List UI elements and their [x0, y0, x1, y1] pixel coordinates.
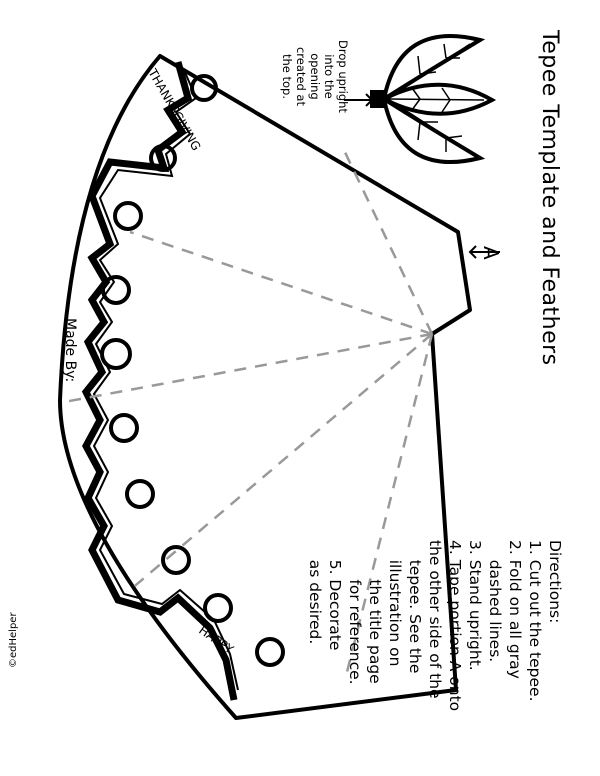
- drop-note: [280, 40, 350, 113]
- direction-line: 2. Fold on all gray: [506, 540, 524, 679]
- band-label-bottom: HAPPY: [196, 622, 237, 657]
- drop-note-line: Drop upright: [336, 40, 350, 113]
- direction-line: 1. Cut out the tepee.: [526, 540, 544, 702]
- drop-note-line: opening: [308, 53, 322, 100]
- direction-line: 4. Tape portion A onto: [446, 540, 464, 712]
- band-label-top: THANKSGIVING: [145, 66, 204, 154]
- label-a: A: [479, 246, 503, 260]
- drop-note-line: the top.: [280, 53, 294, 99]
- direction-line: 3. Stand upright.: [466, 540, 484, 671]
- direction-line: for reference.: [346, 540, 364, 685]
- drop-note-line: into the: [322, 54, 336, 99]
- direction-line: as desired.: [306, 540, 324, 645]
- drop-note-line: created at: [294, 46, 308, 106]
- direction-line: 5. Decorate: [326, 540, 344, 651]
- direction-line: illustration on: [386, 540, 404, 667]
- directions-heading: Directions:: [546, 540, 564, 624]
- direction-line: the other side of the: [426, 540, 444, 699]
- directions: [305, 540, 565, 711]
- made-by-label: Made By:: [62, 318, 78, 383]
- copyright: ©edHelper: [8, 612, 19, 668]
- page-title: Tepee Template and Feathers: [537, 30, 562, 366]
- direction-line: the title page: [366, 540, 384, 684]
- direction-line: dashed lines.: [486, 540, 504, 663]
- direction-line: tepee. See the: [406, 540, 424, 674]
